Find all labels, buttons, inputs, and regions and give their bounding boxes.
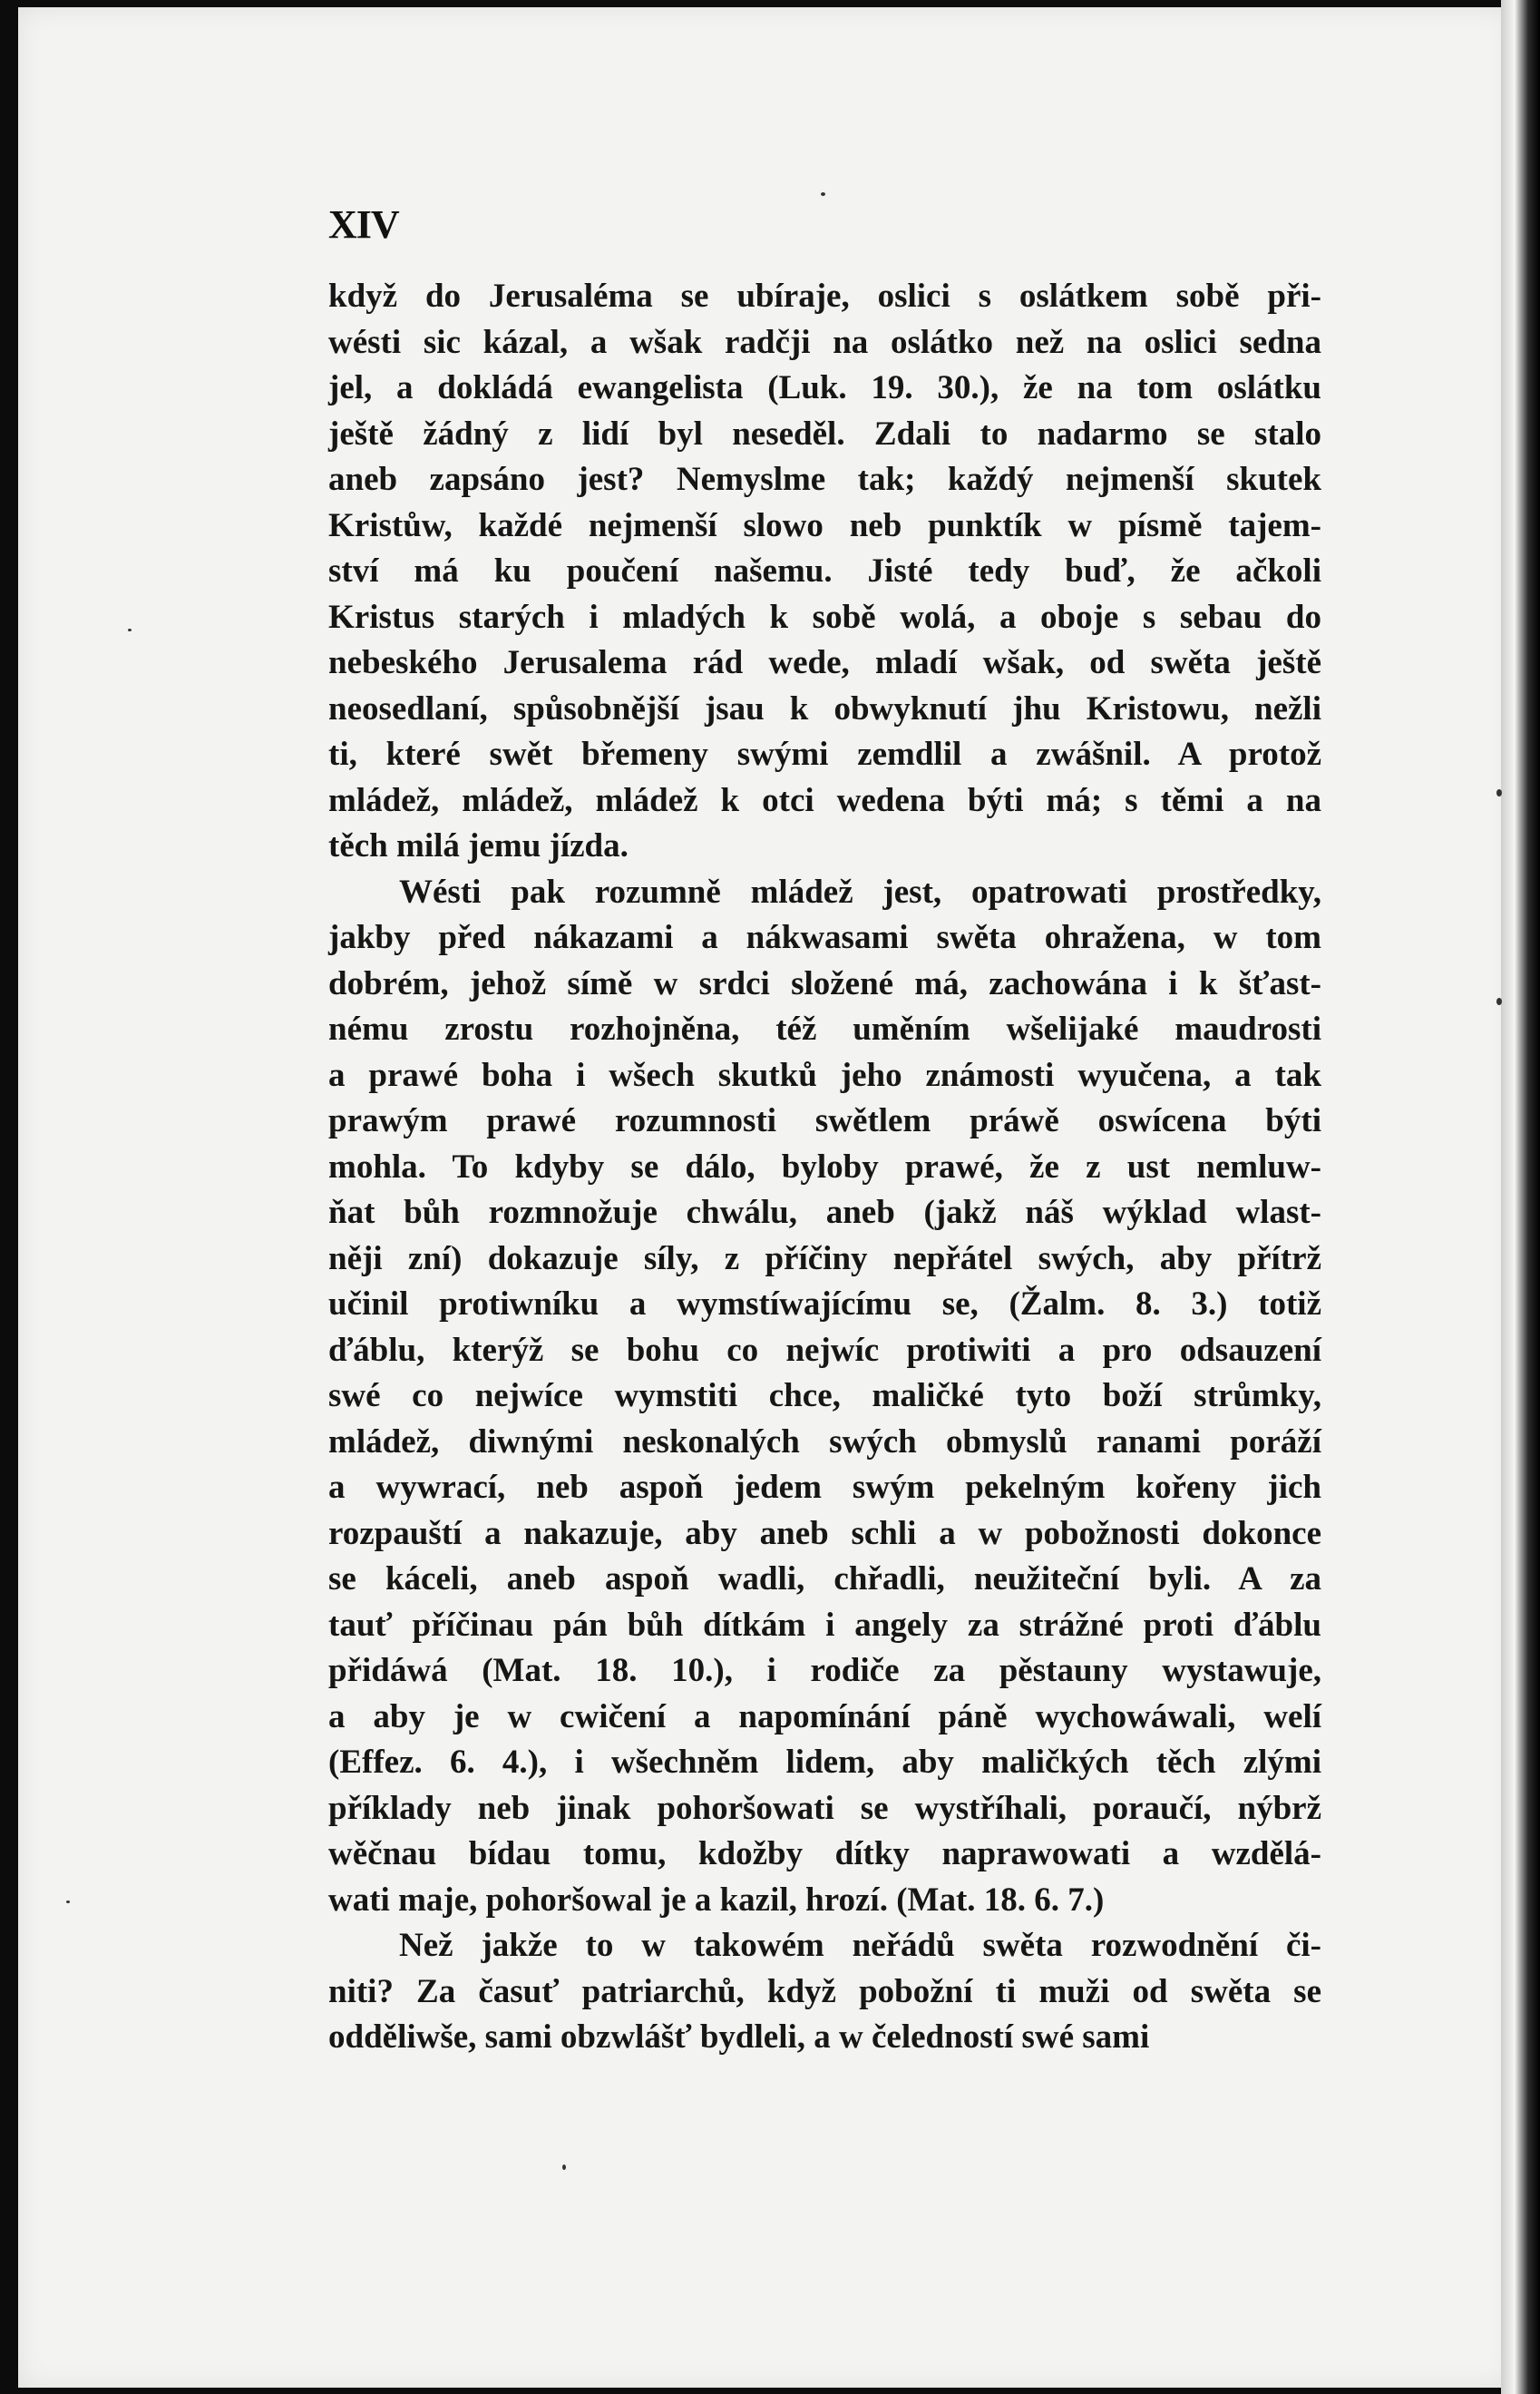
text-line: a prawé boha i wšech skutků jeho známosti wyučena, a tak xyxy=(328,1056,1321,1094)
text-line: nému zrostu rozhojněna, též uměním wšelijaké maudrosti xyxy=(328,1011,1321,1048)
text-line: ství má ku poučení našemu. Jisté tedy buď, že ačkoli xyxy=(328,552,1321,590)
text-line: odděliwše, sami obzwlášť bydleli, a w čeledností swé sami xyxy=(328,2018,1150,2056)
body-text xyxy=(328,274,1321,2061)
paper-speck xyxy=(1496,789,1502,796)
text-line: Wésti pak rozumně mládež jest, opatrowati prostředky, xyxy=(399,873,1321,911)
text-line: ňat bůh rozmnožuje chwálu, aneb (jakž náš wýklad wlast- xyxy=(328,1194,1321,1231)
paper-speck xyxy=(66,1901,70,1903)
paper-speck xyxy=(128,629,132,631)
paper-speck xyxy=(821,192,825,196)
text-line: se káceli, aneb aspoň wadli, chřadli, neužiteční byli. A za xyxy=(328,1560,1321,1598)
text-line: těch milá jemu jízda. xyxy=(328,827,629,865)
text-line: (Effez. 6. 4.), i wšechněm lidem, aby maličkých těch zlými xyxy=(328,1744,1321,1781)
text-line: mládež, mládež, mládež k otci wedena býti má; s těmi a na xyxy=(328,781,1321,819)
text-line: niti? Za časuť patriarchů, když pobožní ti muži od swěta se xyxy=(328,1972,1321,2010)
text-line: tauť příčinau pán bůh dítkám i angely za strážné proti ďáblu xyxy=(328,1606,1321,1644)
text-line: Než jakže to w takowém neřádů swěta rozwodnění či- xyxy=(399,1927,1321,1964)
text-line: ti, které swět břemeny swými zemdlil a zwášnil. A protož xyxy=(328,736,1321,773)
text-line: když do Jerusaléma se ubíraje, oslici s oslátkem sobě při- xyxy=(328,278,1321,315)
text-line: ďáblu, kterýž se bohu co nejwíc protiwiti a pro odsauzení xyxy=(328,1331,1321,1369)
text-line: wati maje, pohoršowal je a kazil, hrozí. (Mat. 18. 6. 7.) xyxy=(328,1881,1105,1919)
text-line: ještě žádný z lidí byl neseděl. Zdali to nadarmo se stalo xyxy=(328,415,1321,453)
text-line: aneb zapsáno jest? Nemyslme tak; každý nejmenší skutek xyxy=(328,461,1321,498)
text-line: přidáwá (Mat. 18. 10.), i rodiče za pěstauny wystawuje, xyxy=(328,1652,1321,1689)
text-line: dobrém, jehož símě w srdci složené má, zachowána i k šťast- xyxy=(328,964,1321,1002)
book-edge xyxy=(1501,0,1540,2394)
text-line: swé co nejwíce wymstiti chce, maličké tyto boží strůmky, xyxy=(328,1377,1321,1414)
paper-speck xyxy=(1496,998,1502,1005)
paragraph xyxy=(328,1923,1321,2061)
text-line: mládež, diwnými neskonalých swých obmyslů ranami poráží xyxy=(328,1422,1321,1461)
text-line: wěčnau bídau tomu, kdožby dítky naprawowati a wzdělá- xyxy=(328,1835,1321,1872)
text-line: Kristus starých i mladých k sobě wolá, a oboje s sebau do xyxy=(328,598,1321,636)
text-line: nebeského Jerusalema rád wede, mladí wšak, od swěta ještě xyxy=(328,644,1321,681)
text-line: wésti sic kázal, a wšak radčji na oslátko než na oslici sedna xyxy=(328,323,1321,361)
paper-speck xyxy=(562,2164,566,2170)
text-line: a aby je w cwičení a napomínání páně wychowáwali, welí xyxy=(328,1697,1321,1735)
text-line: neosedlaní, spůsobnější jsau k obwyknutí jhu Kristowu, nežli xyxy=(328,689,1321,728)
text-line: něji zní) dokazuje síly, z příčiny nepřátel swých, aby přítrž xyxy=(328,1239,1321,1277)
text-line: jakby před nákazami a nákwasami swěta ohražena, w tom xyxy=(328,919,1321,956)
paragraph xyxy=(328,870,1321,1924)
text-line: prawým prawé rozumnosti swětlem práwě oswícena býti xyxy=(328,1102,1321,1139)
text-line: Kristůw, každé nejmenší slowo neb punktík w písmě tajem- xyxy=(328,506,1321,544)
text-line: rozpauští a nakazuje, aby aneb schli a w pobožnosti dokonce xyxy=(328,1514,1321,1552)
text-line: a wywrací, neb aspoň jedem swým pekelným kořeny jich xyxy=(328,1469,1321,1506)
text-line: jel, a dokládá ewangelista (Luk. 19. 30.), že na tom oslátku xyxy=(328,369,1321,406)
paragraph xyxy=(328,274,1321,870)
text-line: příklady neb jinak pohoršowati se wystříhali, poraučí, nýbrž xyxy=(328,1789,1321,1827)
text-line: mohla. To kdyby se dálo, byloby prawé, že z ust nemluw- xyxy=(328,1148,1321,1186)
page-number: XIV xyxy=(328,202,399,247)
text-line: učinil protiwníku a wymstíwajícímu se, (Žalm. 8. 3.) totiž xyxy=(328,1285,1321,1323)
